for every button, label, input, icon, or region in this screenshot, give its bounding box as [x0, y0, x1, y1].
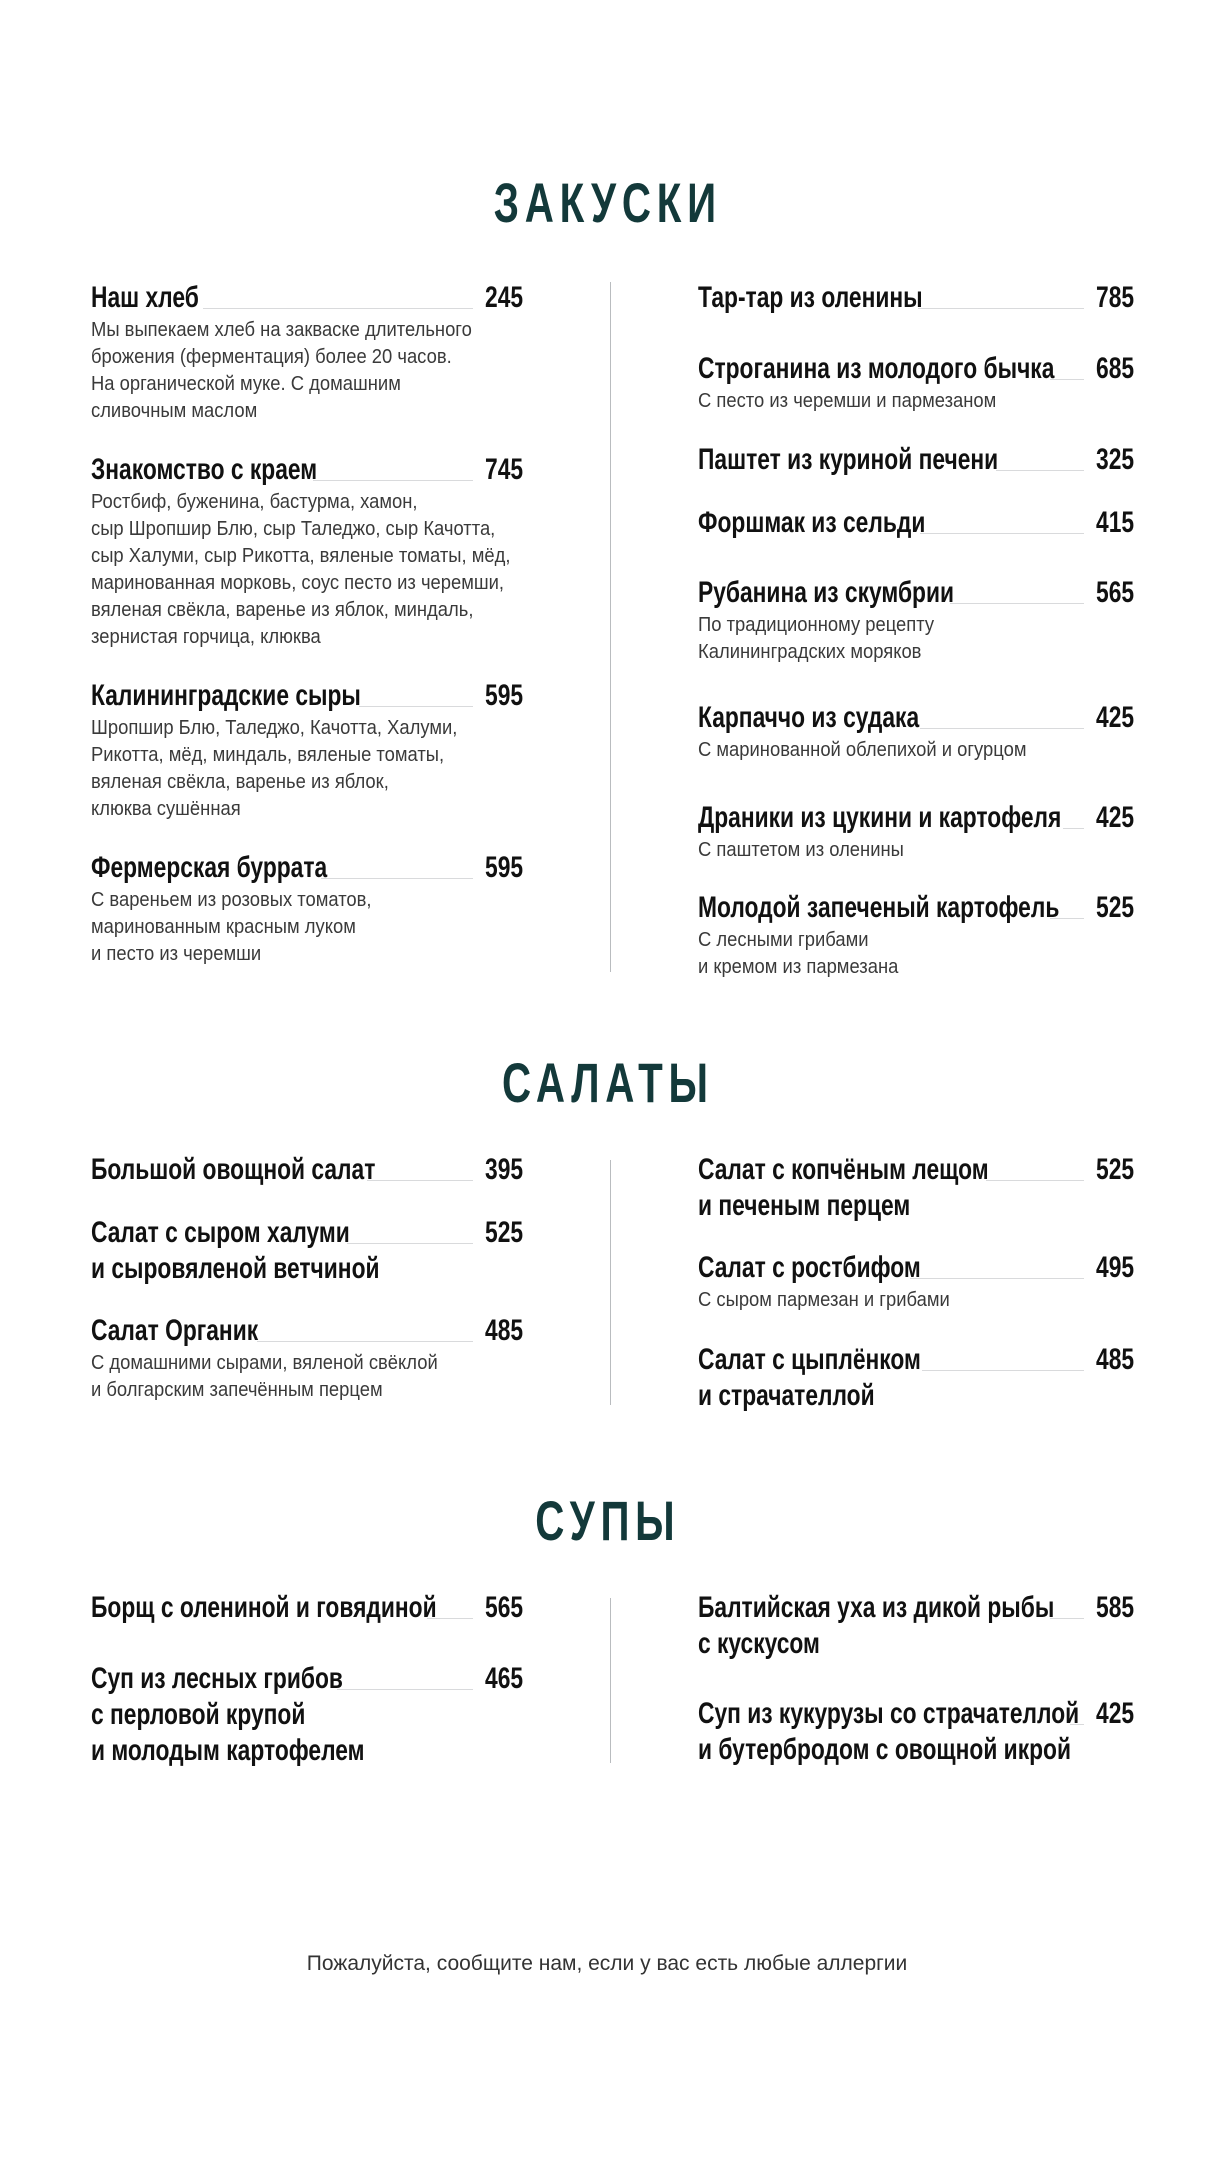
menu-item [698, 351, 1134, 415]
allergy-note: Пожалуйста, сообщите нам, если у вас есть любые аллергии [306, 1952, 908, 1975]
item-name [698, 1342, 921, 1414]
item-price: 565 [484, 1591, 523, 1624]
dotted-leader [950, 603, 1084, 604]
menu-item [91, 280, 523, 425]
item-price: 485 [484, 1314, 523, 1347]
item-price: 495 [1095, 1251, 1134, 1284]
item-price: 595 [484, 851, 523, 884]
item-name: Знакомство с краем [91, 453, 318, 486]
item-description: Шропшир Блю, Таледжо, Качотта, Халуми, Рикотта, мёд, миндаль, вяленые томаты, вяленая свёкла, варенье из яблок, клюква сушённая [91, 717, 458, 820]
dotted-leader [986, 1180, 1084, 1181]
item-name-line: с перловой крупой [91, 1698, 306, 1731]
item-name [91, 1661, 365, 1769]
item-name: Паштет из куриной печени [698, 443, 999, 476]
dotted-leader [1050, 918, 1084, 919]
item-price: 485 [1095, 1343, 1134, 1376]
item-name-line: Суп из кукурузы со страчателлой [698, 1697, 1080, 1730]
menu-item [698, 800, 1134, 864]
item-name: Борщ с олениной и говядиной [91, 1591, 437, 1624]
item-price: 785 [1095, 281, 1134, 314]
menu-item [91, 1215, 523, 1285]
menu-item [91, 1661, 523, 1767]
dotted-leader [203, 308, 473, 309]
dotted-leader [337, 1689, 473, 1690]
dotted-leader [347, 1243, 473, 1244]
item-name-line: Балтийская уха из дикой рыбы [698, 1591, 1055, 1624]
item-description: С сыром пармезан и грибами [698, 1289, 950, 1311]
item-description: С паштетом из оленины [698, 839, 904, 861]
section-title-salaty: САЛАТЫ [501, 1051, 714, 1114]
item-price: 425 [1095, 801, 1134, 834]
dotted-leader [367, 1180, 473, 1181]
item-name: Драники из цукини и картофеля [698, 801, 1062, 834]
menu-item [698, 1696, 1134, 1766]
item-name: Фермерская буррата [91, 851, 328, 884]
dotted-leader [920, 533, 1084, 534]
item-price: 585 [1095, 1591, 1134, 1624]
column-divider [610, 1598, 611, 1763]
item-name-line: Суп из лесных грибов [91, 1662, 343, 1695]
item-price: 525 [484, 1216, 523, 1249]
menu-item [91, 452, 523, 651]
item-name [91, 1215, 380, 1287]
item-price: 325 [1095, 443, 1134, 476]
dotted-leader [910, 1278, 1084, 1279]
menu-item [698, 442, 1134, 476]
item-description: По традиционному рецепту Калининградских моряков [698, 614, 935, 663]
item-name: Калининградские сыры [91, 679, 361, 712]
dotted-leader [1050, 379, 1084, 380]
item-price: 245 [484, 281, 523, 314]
item-name: Наш хлеб [91, 281, 199, 314]
item-name: Строганина из молодого бычка [698, 352, 1055, 385]
item-name [698, 1152, 989, 1224]
dotted-leader [922, 1370, 1084, 1371]
item-description: С маринованной облепихой и огурцом [698, 739, 1027, 761]
item-price: 425 [1095, 1697, 1134, 1730]
item-price: 525 [1095, 891, 1134, 924]
dotted-leader [920, 728, 1084, 729]
item-price: 415 [1095, 506, 1134, 539]
dotted-leader [359, 706, 473, 707]
dotted-leader [427, 1618, 473, 1619]
item-name-line: и страчателлой [698, 1379, 875, 1412]
menu-item [698, 575, 1134, 666]
menu-item [698, 505, 1134, 539]
item-name-line: и сыровяленой ветчиной [91, 1252, 380, 1285]
section-title-zakuski: ЗАКУСКИ [493, 171, 722, 234]
item-name: Рубанина из скумбрии [698, 576, 954, 609]
item-name: Карпаччо из судака [698, 701, 920, 734]
item-price: 745 [484, 453, 523, 486]
menu-item [91, 1590, 523, 1624]
item-name: Салат с ростбифом [698, 1251, 921, 1284]
item-price: 685 [1095, 352, 1134, 385]
item-name: Большой овощной салат [91, 1153, 376, 1186]
column-divider [610, 282, 611, 972]
menu-item [91, 678, 523, 823]
item-name-line: Салат с сыром халуми [91, 1216, 350, 1249]
item-name [698, 1696, 1079, 1768]
menu-item [91, 1313, 523, 1404]
dotted-leader [321, 878, 473, 879]
item-description: Ростбиф, буженина, бастурма, хамон, сыр Шропшир Блю, сыр Таледжо, сыр Качотта, сыр Халуми, сыр Рикотта, вяленые томаты, мёд, маринованная морковь, соус песто из черемши, вяленая свёкла, варенье из яблок, миндаль, зернистая горчица, клюква [91, 491, 511, 648]
item-name: Тар-тар из оленины [698, 281, 923, 314]
menu-item [698, 890, 1134, 981]
menu-item [698, 1250, 1134, 1314]
menu-item [698, 1342, 1134, 1412]
dotted-leader [257, 1341, 473, 1342]
item-description: С домашними сырами, вяленой свёклой и болгарским запечённым перцем [91, 1352, 438, 1401]
item-name-line: и печеным перцем [698, 1189, 911, 1222]
item-price: 525 [1095, 1153, 1134, 1186]
item-price: 425 [1095, 701, 1134, 734]
item-name-line: Салат с копчёным лещом [698, 1153, 989, 1186]
dotted-leader [1050, 1618, 1084, 1619]
item-price: 465 [484, 1662, 523, 1695]
item-name: Салат Органик [91, 1314, 259, 1347]
menu-item [91, 850, 523, 968]
menu-item [698, 1590, 1134, 1660]
item-description: С вареньем из розовых томатов, маринованным красным луком и песто из черемши [91, 889, 372, 965]
dotted-leader [918, 308, 1084, 309]
item-name [698, 1590, 1054, 1662]
item-price: 395 [484, 1153, 523, 1186]
item-price: 595 [484, 679, 523, 712]
section-title-supy: СУПЫ [535, 1489, 681, 1552]
dotted-leader [996, 470, 1084, 471]
dotted-leader [313, 480, 473, 481]
item-price: 565 [1095, 576, 1134, 609]
item-name: Молодой запеченый картофель [698, 891, 1060, 924]
item-name: Форшмак из сельди [698, 506, 926, 539]
item-name-line: и бутербродом с овощной икрой [698, 1733, 1071, 1766]
menu-item [698, 700, 1134, 764]
column-divider [610, 1160, 611, 1405]
item-description: С лесными грибами и кремом из пармезана [698, 929, 899, 978]
menu-item [91, 1152, 523, 1186]
item-description: Мы выпекаем хлеб на закваске длительного брожения (ферментация) более 20 часов. На органической муке. С домашним сливочным маслом [91, 319, 472, 422]
dotted-leader [1063, 828, 1084, 829]
item-name-line: с кускусом [698, 1627, 820, 1660]
menu-item [698, 280, 1134, 314]
item-name-line: и молодым картофелем [91, 1734, 365, 1767]
menu-item [698, 1152, 1134, 1222]
dotted-leader [1070, 1724, 1084, 1725]
item-name-line: Салат с цыплёнком [698, 1343, 921, 1376]
item-description: С песто из черемши и пармезаном [698, 390, 997, 412]
